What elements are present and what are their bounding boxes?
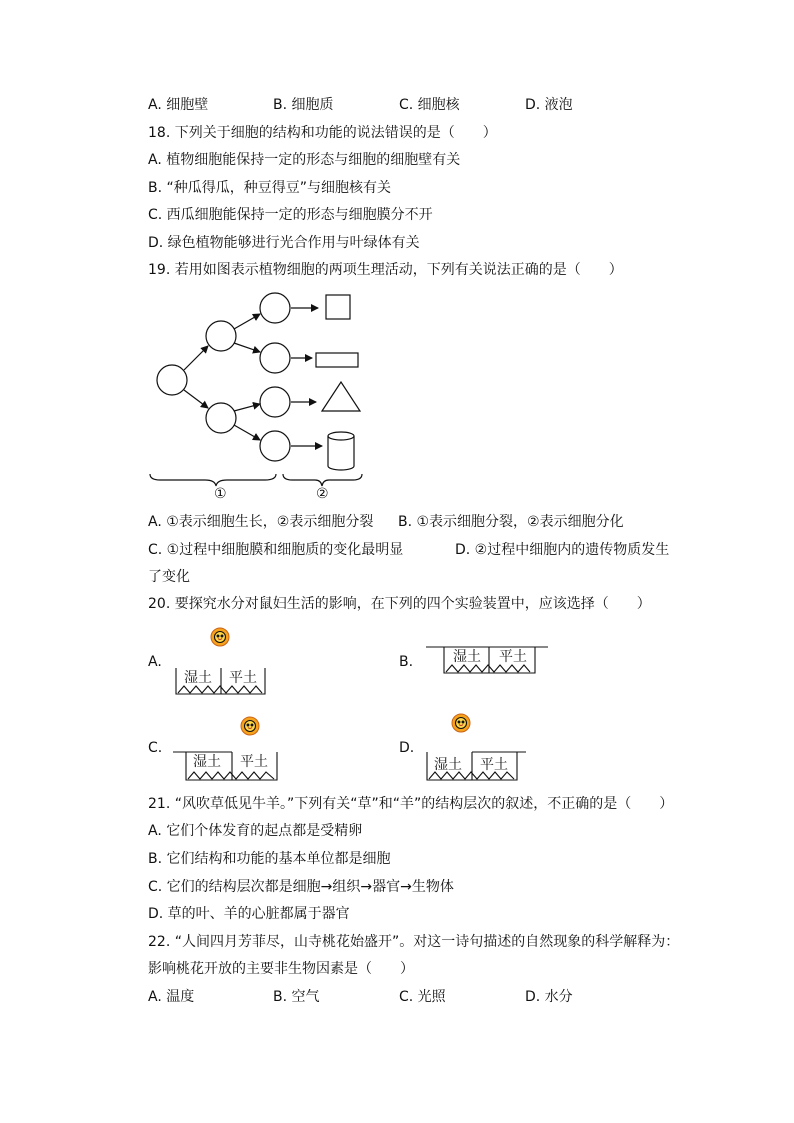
q19-option-b: B. ①表示细胞分裂，②表示细胞分化 (398, 514, 624, 530)
process-2-label: ② (316, 486, 329, 502)
q18-stem: 18. 下列关于细胞的结构和功能的说法错误的是（ ） (148, 125, 497, 141)
q22-stem-cont: 影响桃花开放的主要非生物因素是（ ） (148, 961, 414, 977)
q18-option-c: C. 西瓜细胞能保持一定的形态与细胞膜分不开 (148, 207, 433, 223)
d-dry-soil-label: 平土 (480, 757, 508, 773)
q19-option-d-cont: 了变化 (148, 569, 190, 585)
q21-option-d: D. 草的叶、羊的心脏都属于器官 (148, 906, 350, 922)
q21-option-a: A. 它们个体发育的起点都是受精卵 (148, 823, 363, 839)
q20-option-b-label: B. (399, 654, 414, 670)
q22-option-a: A. 温度 (148, 989, 195, 1005)
q19-option-d: D. ②过程中细胞内的遗传物质发生 (455, 542, 670, 558)
q20-option-a-label: A. (148, 654, 162, 670)
b-wet-soil-label: 湿土 (453, 649, 481, 665)
q18-option-d: D. 绿色植物能够进行光合作用与叶绿体有关 (148, 235, 420, 251)
q17-option-d: D. 液泡 (525, 97, 573, 113)
q20-stem: 20. 要探究水分对鼠妇生活的影响，在下列的四个实验装置中，应该选择（ ） (148, 596, 651, 612)
q17-option-b: B. 细胞质 (273, 97, 334, 113)
q21-stem: 21. “风吹草低见牛羊。”下列有关“草”和“羊”的结构层次的叙述，不正确的是（ ） (148, 796, 674, 812)
q20-option-d-label: D. (399, 740, 415, 756)
q17-option-c: C. 细胞核 (399, 97, 460, 113)
sun-icon (241, 717, 259, 735)
q22-option-d: D. 水分 (525, 989, 573, 1005)
sun-icon (452, 714, 470, 732)
b-dry-soil-label: 平土 (499, 649, 527, 665)
q19-option-a: A. ①表示细胞生长，②表示细胞分裂 (148, 514, 374, 530)
q19-stem: 19. 若用如图表示植物细胞的两项生理活动，下列有关说法正确的是（ ） (148, 262, 623, 278)
q21-option-c: C. 它们的结构层次都是细胞→组织→器官→生物体 (148, 879, 454, 895)
process-1-label: ① (214, 486, 227, 502)
q18-option-b: B. “种瓜得瓜，种豆得豆”与细胞核有关 (148, 180, 392, 196)
c-dry-soil-label: 平土 (240, 754, 268, 770)
q21-option-b: B. 它们结构和功能的基本单位都是细胞 (148, 851, 391, 867)
q19-option-c: C. ①过程中细胞膜和细胞质的变化最明显 (148, 542, 404, 558)
q17-option-a: A. 细胞壁 (148, 97, 209, 113)
apparatus-b (426, 647, 548, 673)
c-wet-soil-label: 湿土 (193, 754, 221, 770)
q18-option-a: A. 植物细胞能保持一定的形态与细胞的细胞壁有关 (148, 152, 461, 168)
a-wet-soil-label: 湿土 (184, 670, 212, 686)
q22-option-b: B. 空气 (273, 989, 320, 1005)
d-wet-soil-label: 湿土 (434, 757, 462, 773)
q22-option-c: C. 光照 (399, 989, 446, 1005)
q20-option-c-label: C. (148, 740, 163, 756)
sun-icon (211, 628, 229, 646)
q22-stem: 22. “人间四月芳菲尽，山寺桃花始盛开”。对这一诗句描述的自然现象的科学解释为： (148, 934, 680, 950)
a-dry-soil-label: 平土 (229, 670, 257, 686)
